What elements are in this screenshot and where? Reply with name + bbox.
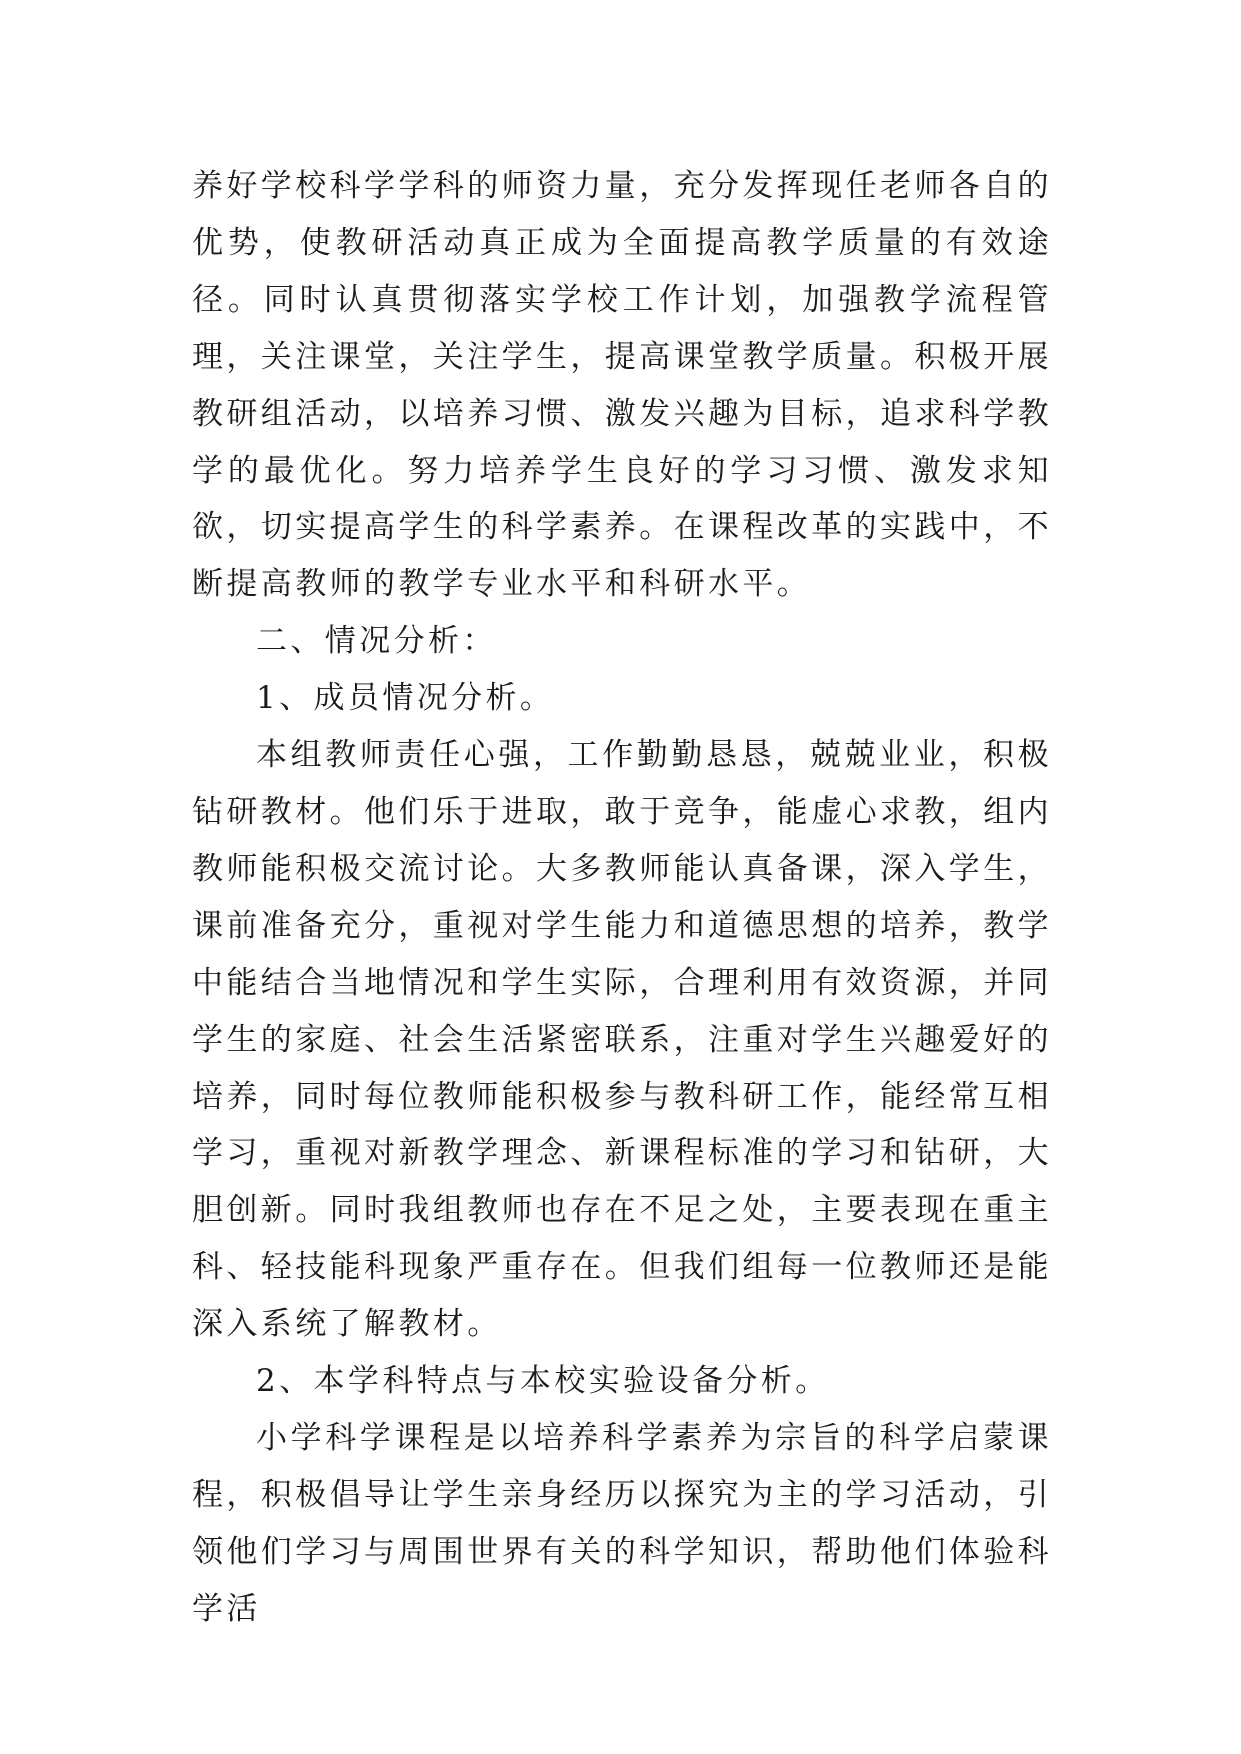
section-heading-situation-analysis: 二、情况分析： [256, 623, 497, 660]
subsection-heading-subject-equipment: 2、本学科特点与本校实验设备分析。 [256, 1363, 830, 1400]
paragraph-members-analysis: 本组教师责任心强，工作勤勤恳恳，兢兢业业，积极钻研教材。他们乐于进取，敢于竞争，能虚心求教，组内教师能积极交流讨论。大多教师能认真备课，深入学生，课前准备充分，重视对学生能力和道德思想的培养，教学中能结合当地情况和学生实际，合理利用有效资源，并同学生的家庭、社会生活紧密联系，注重对学生兴趣爱好的培养，同时每位教师能积极参与教科研工作，能经常互相学习，重视对新教学理念、新课程标准的学习和钻研，大胆创新。同时我组教师也存在不足之处，主要表现在重主科、轻技能科现象严重存在。但我们组每一位教师还是能深入系统了解教材。 [192, 737, 1052, 1343]
paragraph-intro-continued: 养好学校科学学科的师资力量，充分发挥现任老师各自的优势，使教研活动真正成为全面提高教学质量的有效途径。同时认真贯彻落实学校工作计划，加强教学流程管理，关注课堂，关注学生，提高课堂教学质量。积极开展教研组活动，以培养习惯、激发兴趣为目标，追求科学教学的最优化。努力培养学生良好的学习习惯、激发求知欲，切实提高学生的科学素养。在课程改革的实践中，不断提高教师的教学专业水平和科研水平。 [192, 168, 1052, 603]
paragraph-subject-analysis: 小学科学课程是以培养科学素养为宗旨的科学启蒙课程，积极倡导让学生亲身经历以探究为主的学习活动，引领他们学习与周围世界有关的科学知识，帮助他们体验科学活 [192, 1419, 1052, 1627]
document-body [192, 158, 1052, 1638]
subsection-heading-members: 1、成员情况分析。 [256, 680, 555, 717]
